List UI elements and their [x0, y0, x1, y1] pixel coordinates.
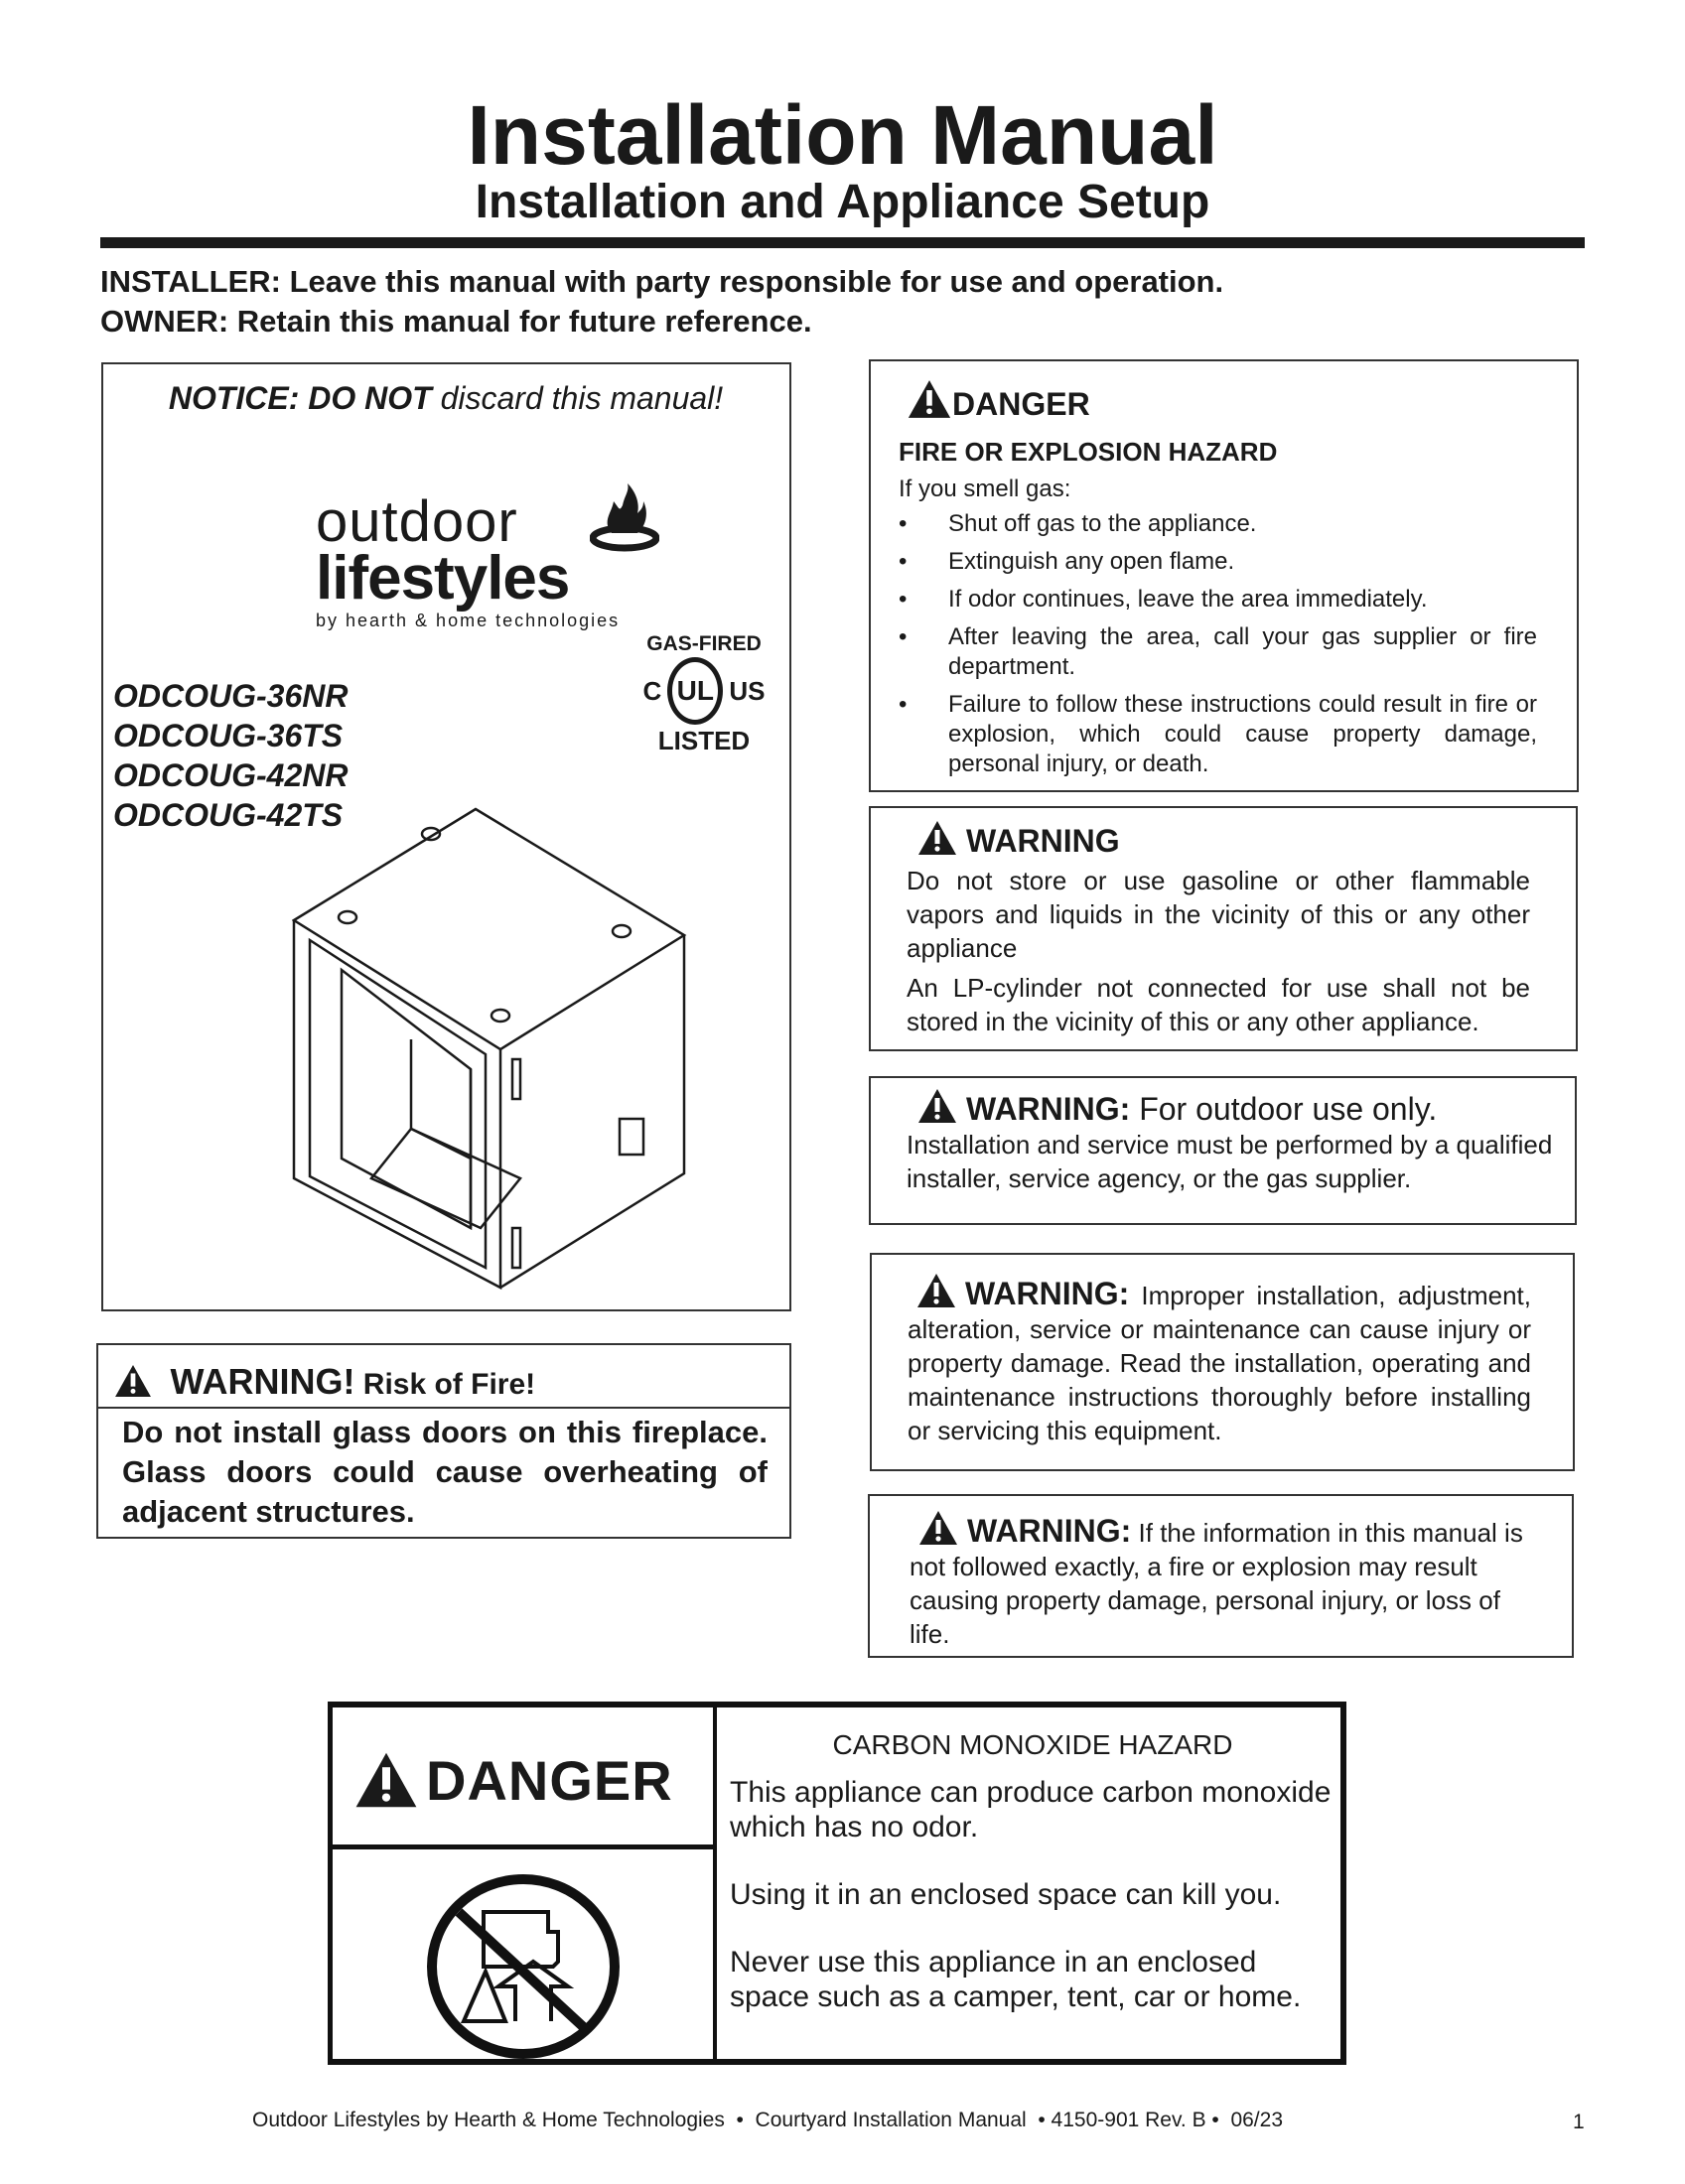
warning-tail: For outdoor use only. [1130, 1091, 1438, 1127]
notice-rest: discard this manual! [431, 380, 724, 416]
model-number: ODCOUG-42TS [113, 797, 344, 833]
co-text-2: Using it in an enclosed space can kill you. [730, 1878, 1282, 1911]
co-text-1: This appliance can produce carbon monoxide which has no odor. [730, 1776, 1332, 1843]
page-number: 1 [1573, 2111, 1585, 2133]
ul-bottom: LISTED [657, 726, 751, 755]
fireplace-illustration [292, 801, 709, 1297]
notice [103, 380, 788, 417]
warning-triangle-icon [916, 820, 958, 856]
installation-warning [870, 1253, 1575, 1471]
ul-top: GAS-FIRED [646, 632, 762, 655]
co-text-3: Never use this appliance in an enclosed space such as a camper, tent, car or home. [730, 1946, 1302, 2013]
warning-header [98, 1345, 789, 1409]
ul-left: C [642, 675, 662, 706]
page-title: Installation Manual [467, 88, 1218, 182]
co-danger-header [354, 1747, 673, 1813]
outdoor-use-warning [869, 1076, 1577, 1225]
warning-text: Improper installation, adjustment, alteration, service or maintenance can cause injury or property damage. Read the installation, operating and maintenance instructions thoroughly before installing or servicing this equipment. [908, 1281, 1531, 1445]
warning-triangle-icon [354, 1747, 418, 1813]
hazard-title: FIRE OR EXPLOSION HAZARD [899, 437, 1278, 467]
logo-lifestyles: lifestyles [316, 544, 570, 613]
information-warning [868, 1494, 1574, 1658]
warning-text: An LP-cylinder not connected for use shall not be stored in the vicinity of this or any other appliance. [907, 973, 1530, 1036]
warning-triangle-icon [114, 1364, 152, 1398]
model-number: ODCOUG-36TS [113, 718, 344, 753]
flame-icon [590, 483, 659, 553]
page-subtitle: Installation and Appliance Setup [475, 176, 1210, 228]
glass-door-warning [96, 1343, 791, 1539]
flammable-warning [869, 806, 1578, 1051]
list-item: • After leaving the area, call your gas supplier or fire department. [899, 622, 1537, 682]
model-number: ODCOUG-42NR [113, 757, 349, 793]
danger-label: DANGER [952, 386, 1090, 422]
danger-box [869, 359, 1579, 792]
no-enclosed-space-icon [424, 1872, 623, 2061]
warning-triangle-icon [916, 1088, 958, 1124]
warning-body: Do not install glass doors on this fireplace. Glass doors could cause overheating of adjacent structures. [122, 1415, 768, 1529]
warning-text: Installation and service must be performed by a qualified installer, service agency, or the gas supplier. [907, 1130, 1553, 1193]
warning-label: WARNING! [170, 1361, 355, 1402]
co-title: CARBON MONOXIDE HAZARD [832, 1729, 1233, 1760]
co-text [730, 1729, 1335, 2014]
warning-label: WARNING [966, 823, 1120, 859]
ul-right: US [729, 675, 766, 706]
logo-tagline: by hearth & home technologies [316, 611, 621, 630]
ul-center: UL [667, 657, 723, 725]
list-item: • Shut off gas to the appliance. [899, 509, 1537, 539]
warning-triangle-icon [917, 1510, 959, 1546]
warning-text: If the information in this manual is not followed exactly, a fire or explosion may result causing property damage, personal injury, or loss of life. [910, 1518, 1523, 1649]
notice-bold: NOTICE: DO NOT [168, 380, 432, 416]
gas-instructions [899, 509, 1537, 779]
hazard-intro: If you smell gas: [899, 476, 1071, 502]
warning-label: WARNING: [966, 1091, 1131, 1127]
co-danger-label: DANGER [426, 1748, 673, 1812]
warning-label: WARNING: [967, 1513, 1132, 1549]
footer-text: Outdoor Lifestyles by Hearth & Home Technologies • Courtyard Installation Manual • 4150-901 Rev. B • 06/23 [252, 2109, 1284, 2131]
brand-logo [316, 489, 772, 631]
warning-sub: Risk of Fire! [354, 1368, 536, 1401]
logo-outdoor: outdoor [316, 489, 518, 554]
installer-note: INSTALLER: Leave this manual with party responsible for use and operation. [100, 264, 1224, 299]
warning-label: WARNING: [965, 1276, 1130, 1311]
warning-triangle-icon [907, 379, 952, 419]
list-item: • If odor continues, leave the area immediately. [899, 585, 1537, 614]
danger-header [907, 379, 1537, 423]
list-item: • Failure to follow these instructions could result in fire or explosion, which could cause property damage, personal injury, or death. [899, 690, 1537, 779]
cover-box [101, 362, 791, 1311]
ul-listed-mark [620, 632, 788, 756]
owner-note: OWNER: Retain this manual for future reference. [100, 304, 812, 339]
warning-triangle-icon [915, 1273, 957, 1308]
model-number: ODCOUG-36NR [113, 678, 349, 714]
carbon-monoxide-label [328, 1702, 1346, 2065]
title-rule [100, 237, 1585, 248]
warning-text: Do not store or use gasoline or other flammable vapors and liquids in the vicinity of this or any other appliance [907, 866, 1530, 963]
list-item: • Extinguish any open flame. [899, 547, 1537, 577]
